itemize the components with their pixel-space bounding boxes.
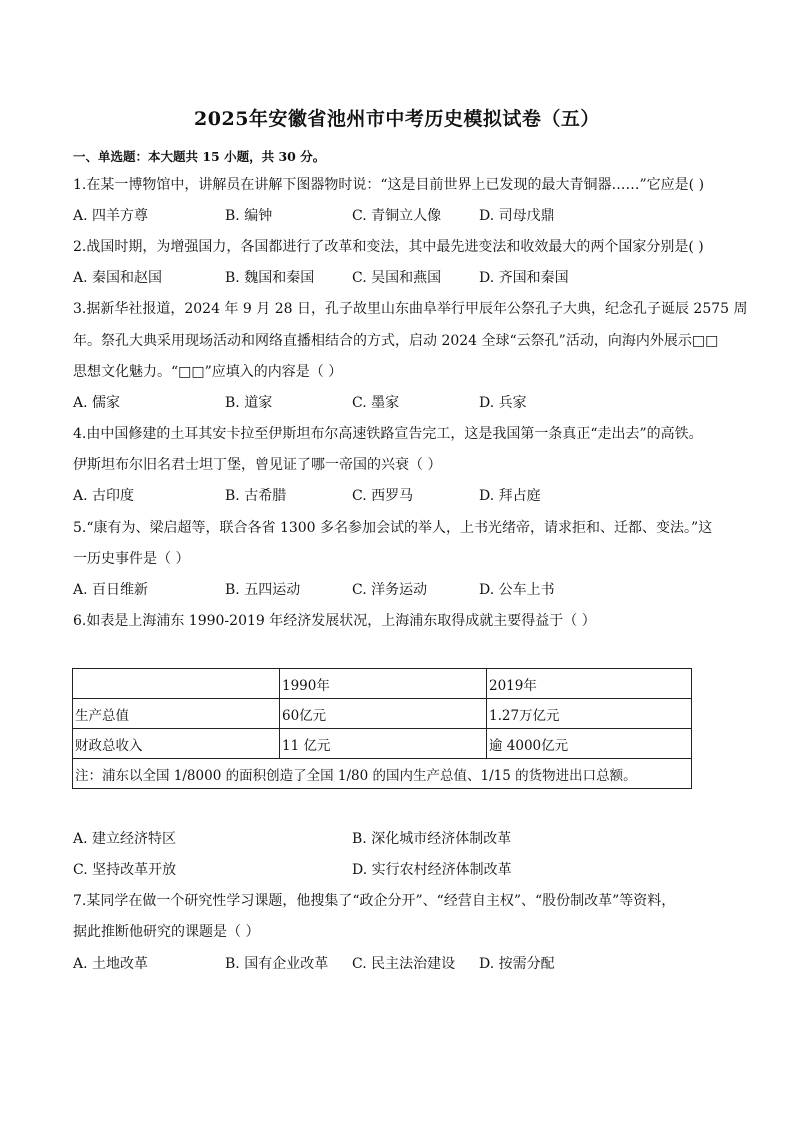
option-c[interactable]: C. 吴国和燕国: [352, 270, 442, 286]
question-1-stem: 1.在某一博物馆中，讲解员在讲解下图器物时说：“这是目前世界上已发现的最大青铜器……”它应是( ): [73, 177, 705, 193]
table-cell: 11 亿元: [280, 729, 487, 759]
table-note-row: [73, 759, 692, 789]
economy-table: [72, 668, 692, 789]
option-a[interactable]: A. 古印度: [73, 488, 135, 504]
question-6-options-row-1: [73, 830, 723, 848]
question-4-options: [73, 487, 723, 505]
option-d[interactable]: D. 实行农村经济体制改革: [352, 862, 512, 878]
table-header-cell: 1990年: [280, 669, 487, 699]
option-c[interactable]: C. 洋务运动: [352, 582, 428, 598]
option-c[interactable]: C. 坚持改革开放: [73, 862, 177, 878]
question-6-options-row-2: [73, 861, 723, 879]
question-3-line-3: 思想文化魅力。“□□”应填入的内容是（ ）: [73, 364, 343, 380]
question-7-options: [73, 955, 723, 973]
option-d[interactable]: D. 公车上书: [479, 582, 555, 598]
section-heading: 一、单选题：本大题共 15 小题，共 30 分。: [73, 149, 326, 164]
option-c[interactable]: C. 青铜立人像: [352, 208, 442, 224]
table-cell: 财政总收入: [73, 729, 280, 759]
question-5-line-2: 一历史事件是（ ）: [73, 551, 190, 567]
option-b[interactable]: B. 编钟: [225, 208, 273, 224]
option-a[interactable]: A. 百日维新: [73, 582, 149, 598]
table-cell: 逾 4000亿元: [487, 729, 692, 759]
option-d[interactable]: D. 按需分配: [479, 956, 555, 972]
option-b[interactable]: B. 古希腊: [225, 488, 287, 504]
option-a[interactable]: A. 秦国和赵国: [73, 270, 163, 286]
option-a[interactable]: A. 建立经济特区: [73, 831, 177, 847]
table-cell: 60亿元: [280, 699, 487, 729]
option-c[interactable]: C. 民主法治建设: [352, 956, 456, 972]
option-b[interactable]: B. 道家: [225, 395, 273, 411]
question-4-line-2: 伊斯坦布尔旧名君士坦丁堡，曾见证了哪一帝国的兴衰（ ）: [73, 457, 442, 473]
option-d[interactable]: D. 兵家: [479, 395, 527, 411]
table-header-cell: [73, 669, 280, 699]
question-2-stem: 2.战国时期，为增强国力，各国都进行了改革和变法，其中最先进变法和收效最大的两个国家分别是( ): [73, 239, 704, 255]
option-d[interactable]: D. 拜占庭: [479, 488, 541, 504]
question-3-line-2: 年。祭孔大典采用现场活动和网络直播相结合的方式，启动 2024 全球“云祭孔”活动，向海内外展示□□: [73, 333, 719, 349]
table-row: [73, 699, 692, 729]
question-2-options: [73, 269, 723, 287]
question-5-options: [73, 581, 723, 599]
table-note: 注：浦东以全国 1/8000 的面积创造了全国 1/80 的国内生产总值、1/15 的货物进出口总额。: [73, 759, 692, 789]
table-header-cell: 2019年: [487, 669, 692, 699]
table-cell: 生产总值: [73, 699, 280, 729]
option-c[interactable]: C. 墨家: [352, 395, 400, 411]
option-a[interactable]: A. 四羊方尊: [73, 208, 149, 224]
option-a[interactable]: A. 土地改革: [73, 956, 149, 972]
question-1-options: [73, 207, 723, 225]
exam-title: 2025年安徽省池州市中考历史模拟试卷（五）: [194, 108, 600, 130]
option-b[interactable]: B. 魏国和秦国: [225, 270, 315, 286]
question-3-line-1: 3.据新华社报道，2024 年 9 月 28 日，孔子故里山东曲阜举行甲辰年公祭孔子大典，纪念孔子诞辰 2575 周: [73, 301, 748, 317]
question-3-options: [73, 394, 723, 412]
question-7-line-1: 7.某同学在做一个研究性学习课题，他搜集了“政企分开”、“经营自主权”、“股份制改革”等资料，: [73, 893, 676, 909]
option-a[interactable]: A. 儒家: [73, 395, 121, 411]
option-b[interactable]: B. 五四运动: [225, 582, 301, 598]
option-d[interactable]: D. 齐国和秦国: [479, 270, 569, 286]
option-c[interactable]: C. 西罗马: [352, 488, 414, 504]
option-d[interactable]: D. 司母戊鼎: [479, 208, 555, 224]
table-cell: 1.27万亿元: [487, 699, 692, 729]
option-b[interactable]: B. 深化城市经济体制改革: [352, 831, 512, 847]
option-b[interactable]: B. 国有企业改革: [225, 956, 329, 972]
question-6-stem: 6.如表是上海浦东 1990-2019 年经济发展状况，上海浦东取得成就主要得益于（ ）: [73, 613, 596, 629]
question-5-line-1: 5.“康有为、梁启超等，联合各省 1300 多名参加会试的举人，上书光绪帝，请求拒和、迁都、变法。”这: [73, 520, 713, 536]
question-7-line-2: 据此推断他研究的课题是（ ）: [73, 924, 260, 940]
table-row: [73, 729, 692, 759]
table-header-row: [73, 669, 692, 699]
question-4-line-1: 4.由中国修建的土耳其安卡拉至伊斯坦布尔高速铁路宣告完工，这是我国第一条真正“走出去”的高铁。: [73, 426, 703, 442]
